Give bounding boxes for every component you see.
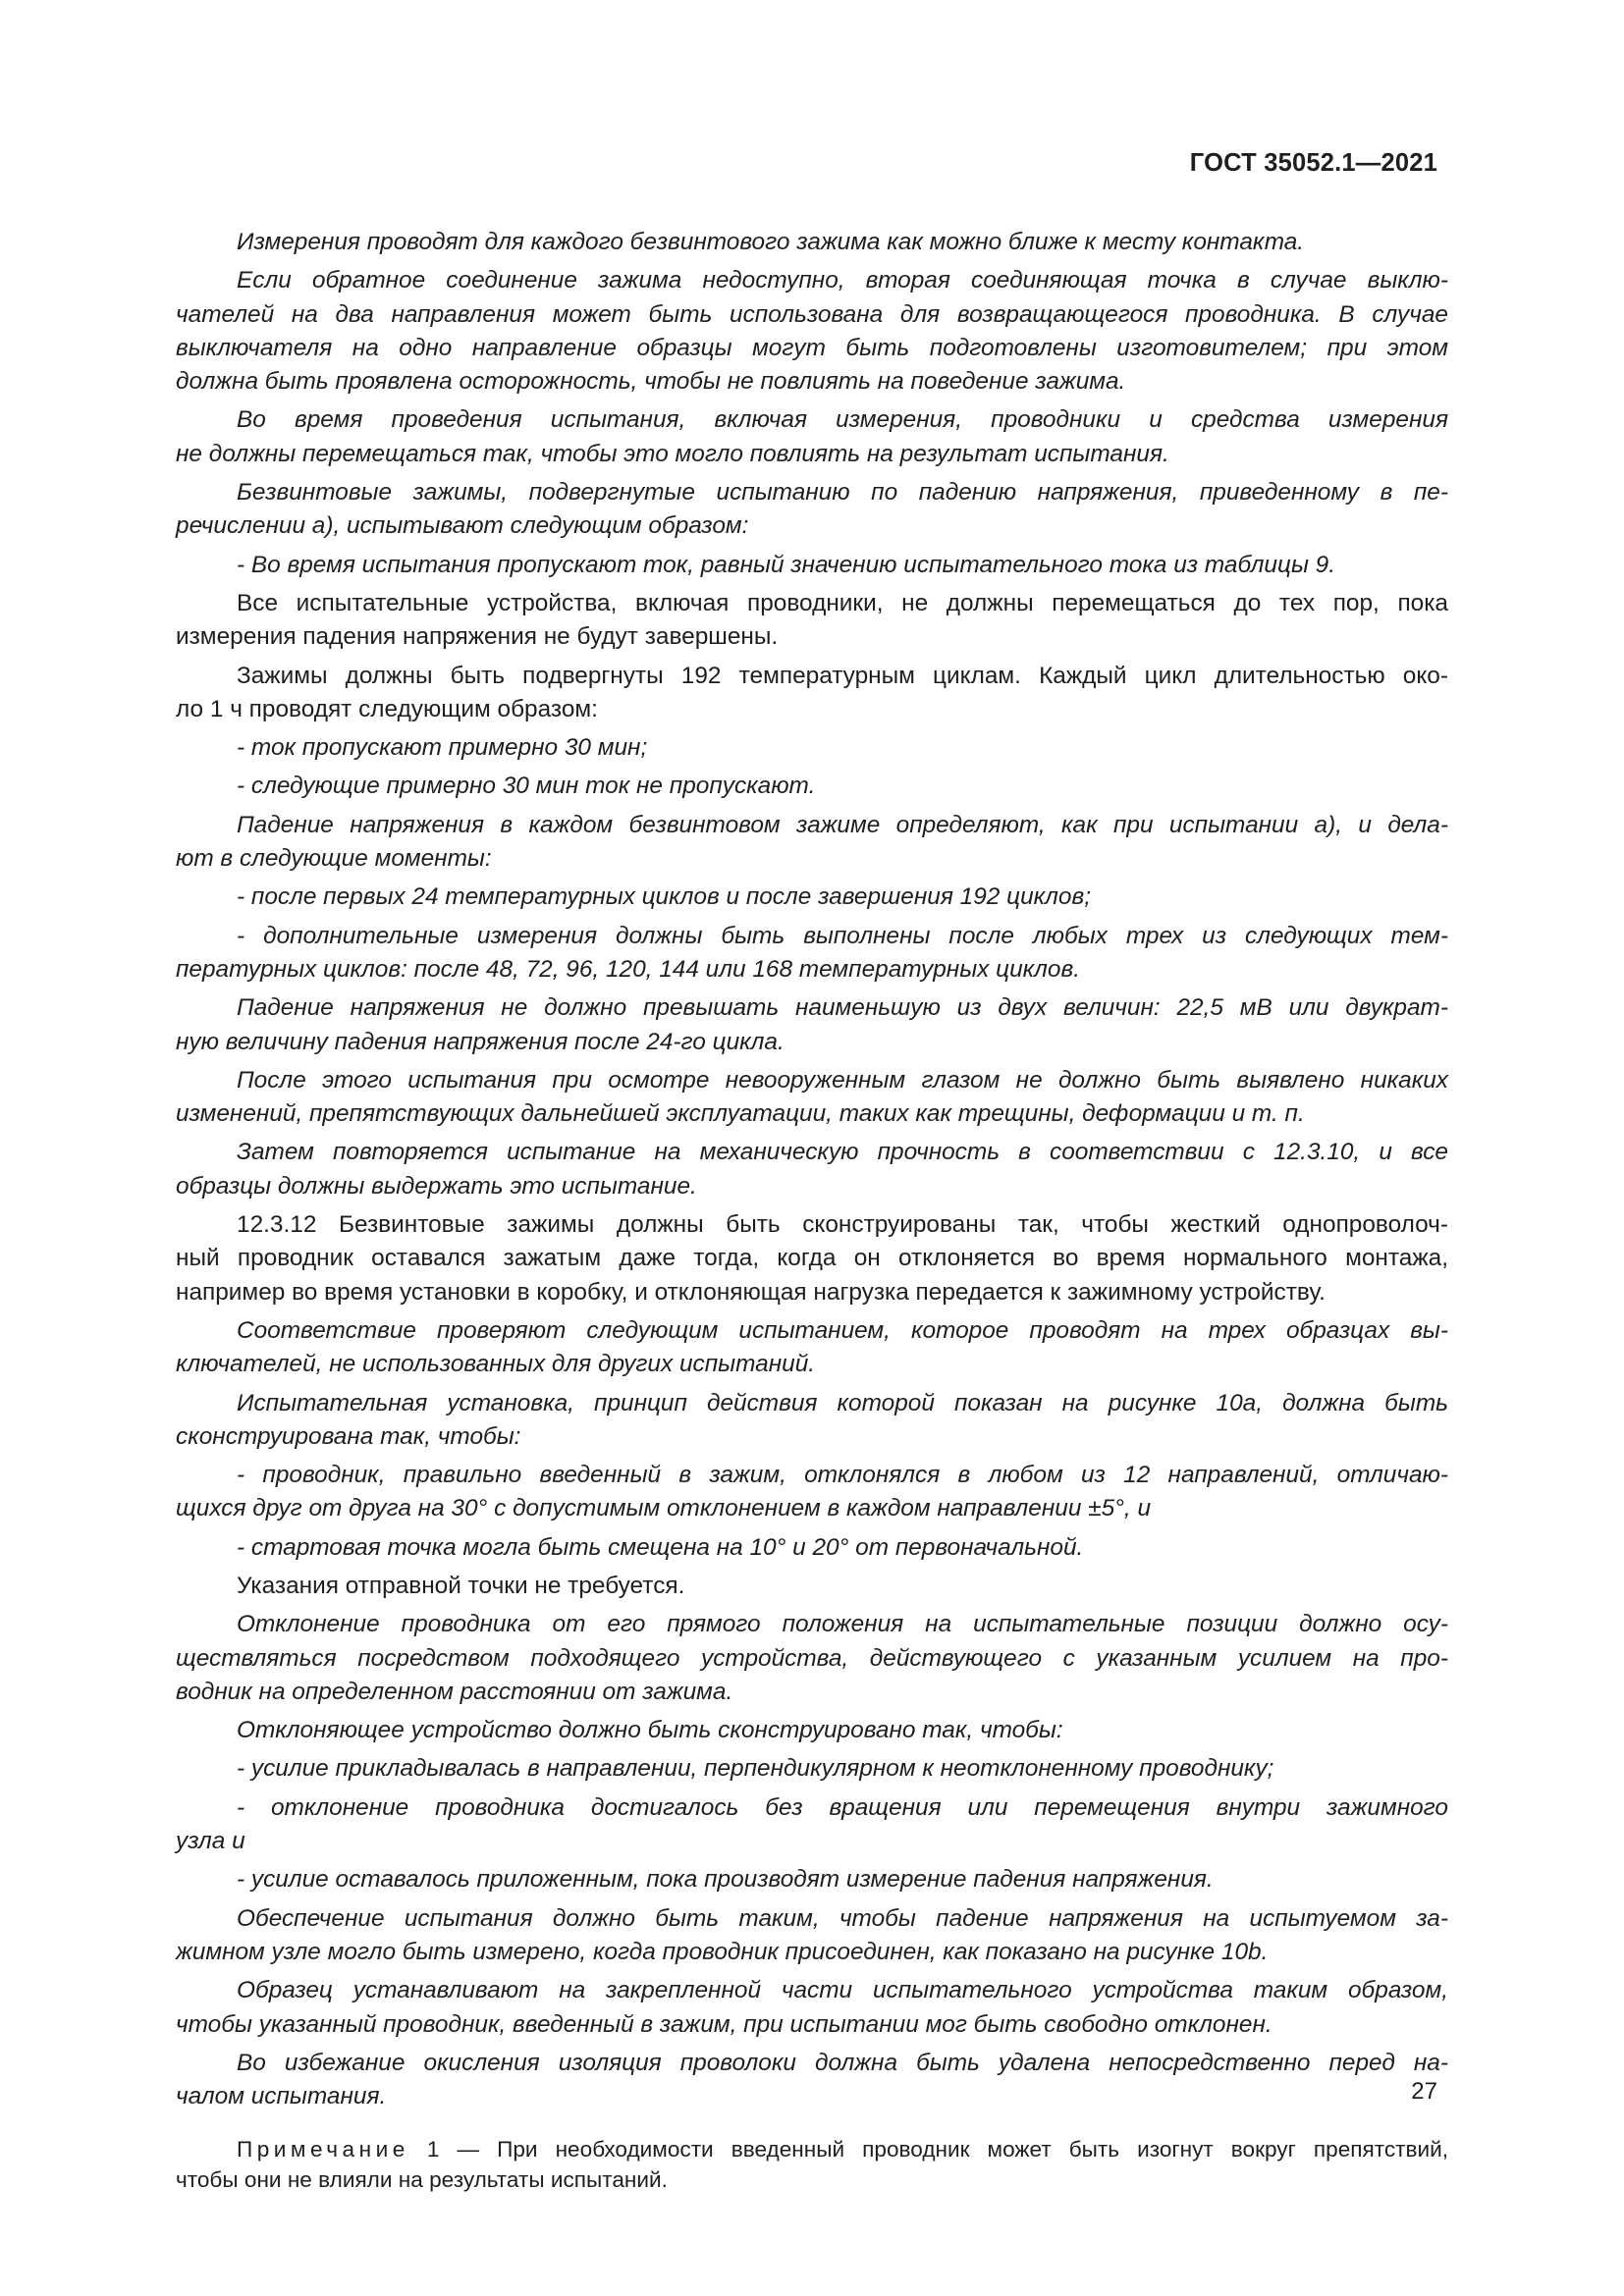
text-line: чателей на два направления может быть использована для возвращающегося проводника. В случае [176,300,1448,328]
note-line: чтобы они не влияли на результаты испытаний. [176,2167,668,2193]
text-line: Безвинтовые зажимы, подвергнутые испытанию по падению напряжения, приведенному в пе- [237,479,1448,507]
paragraph [176,264,1448,399]
text-line: - следующие примерно 30 мин ток не пропускают. [237,773,816,800]
text-line: щихся друг от друга на 30° с допустимым отклонением в каждом направлении ±5°, и [176,1495,1152,1522]
text-line: 12.3.12 Безвинтовые зажимы должны быть сконструированы так, чтобы жесткий однопроволоч- [237,1211,1448,1239]
text-line: Падение напряжения в каждом безвинтовом зажиме определяют, как при испытании а), и дела- [237,811,1448,838]
text-line: - усилие оставалось приложенным, пока производят измерение падения напряжения. [237,1866,1214,1894]
paragraph [176,1570,1448,1603]
text-line: Обеспечение испытания должно быть таким, чтобы падение напряжения на испытуемом за- [237,1904,1448,1932]
note-line [176,2134,1448,2164]
text-line: жимном узле могло быть измерено, когда проводник присоединен, как показано на рисунке 10b. [176,1938,1269,1965]
text-line: - дополнительные измерения должны быть выполнены после любых трех из следующих тем- [237,922,1448,949]
text-line: ло 1 ч проводят следующим образом: [176,695,598,722]
paragraph [176,1902,1448,1970]
text-line: Затем повторяется испытание на механическую прочность в соответствии с 12.3.10, и все [237,1139,1448,1166]
text-line: - ток пропускают примерно 30 мин; [237,734,648,762]
body-text [176,226,1448,2195]
paragraph [176,2047,1448,2114]
text-line: Все испытательные устройства, включая проводники, не должны перемещаться до тех пор, пока [237,589,1448,616]
note [176,2134,1448,2195]
text-line: чтобы указанный проводник, введенный в зажим, при испытании мог быть свободно отклонен. [176,2010,1272,2038]
text-line: чалом испытания. [176,2083,387,2110]
paragraph [176,1314,1448,1382]
paragraph [176,731,1448,765]
text-line: должна быть проявлена осторожность, чтобы не повлиять на поведение зажима. [176,368,1126,396]
text-line: образцы должны выдержать это испытание. [176,1172,697,1200]
paragraph [176,226,1448,259]
standard-designation: ГОСТ 35052.1—2021 [1189,149,1437,177]
text-line: Падение напряжения не должно превышать наименьшую из двух величин: 22,5 мВ или двукрат- [237,994,1448,1022]
text-line: - после первых 24 температурных циклов и после завершения 192 циклов; [237,883,1091,911]
paragraph [176,476,1448,544]
text-line: ную величину падения напряжения после 24-го цикла. [176,1028,785,1055]
text-line: водник на определенном расстоянии от зажима. [176,1678,733,1705]
page-number: 27 [1411,2078,1437,2105]
paragraph [176,1387,1448,1455]
text-line: ный проводник оставался зажатым даже тогда, когда он отклоняется во время нормального монтажа, [176,1245,1448,1272]
text-line: Во избежание окисления изоляция проволоки должна быть удалена непосредственно перед на- [237,2049,1448,2076]
paragraph [176,1608,1448,1709]
text-line: ществляться посредством подходящего устройства, действующего с указанным усилием на про- [176,1644,1448,1672]
paragraph [176,549,1448,582]
text-line: Образец устанавливают на закрепленной части испытательного устройства таким образом, [237,1977,1448,2004]
text-line: Отклоняющее устройство должно быть сконструировано так, чтобы: [237,1717,1063,1744]
text-line: Отклонение проводника от его прямого положения на испытательные позиции должно осу- [237,1611,1448,1638]
text-line: После этого испытания при осмотре невооруженным глазом не должно быть выявлено никаких [237,1066,1448,1094]
paragraph [176,1863,1448,1896]
paragraph [176,1752,1448,1786]
paragraph [176,1064,1448,1132]
paragraph [176,1714,1448,1747]
paragraph [176,587,1448,655]
paragraph [176,770,1448,803]
paragraph [176,1974,1448,2042]
paragraph [176,403,1448,471]
text-line: - Во время испытания пропускают ток, равный значению испытательного тока из таблицы 9. [237,551,1336,578]
paragraph [176,660,1448,727]
paragraph [176,1791,1448,1859]
text-line: ключателей, не использованных для других испытаний. [176,1351,816,1378]
text-line: пературных циклов: после 48, 72, 96, 120, 144 или 168 температурных циклов. [176,955,1080,983]
text-line: Соответствие проверяют следующим испытанием, которое проводят на трех образцах вы- [237,1316,1448,1344]
text-line: - отклонение проводника достигалось без вращения или перемещения внутри зажимного [237,1793,1448,1821]
note-text: 1 — При необходимости введенный проводник может быть изогнут вокруг препятствий, [408,2137,1448,2163]
paragraph [176,809,1448,877]
text-line: речислении а), испытывают следующим образом: [176,512,749,540]
text-line: измерения падения напряжения не будут завершены. [176,623,779,651]
paragraph [176,1136,1448,1203]
text-line: не должны перемещаться так, чтобы это могло повлиять на результат испытания. [176,440,1169,467]
text-line: Если обратное соединение зажима недоступно, вторая соединяющая точка в случае выклю- [237,267,1448,294]
paragraph [176,991,1448,1059]
paragraph [176,881,1448,914]
text-line: - стартовая точка могла быть смещена на 10° и 20° от первоначальной. [237,1533,1084,1561]
text-line: выключателя на одно направление образцы могут быть подготовлены изготовителем; при этом [176,334,1448,361]
text-line: Измерения проводят для каждого безвинтового зажима как можно ближе к месту контакта. [237,229,1305,255]
text-line: например во время установки в коробку, и отклоняющая нагрузка передается к зажимному устройству. [176,1278,1326,1306]
text-line: - проводник, правильно введенный в зажим, отклонялся в любом из 12 направлений, отличаю- [237,1462,1448,1489]
text-line: узла и [176,1828,245,1855]
text-line: Во время проведения испытания, включая измерения, проводники и средства измерения [237,406,1448,434]
text-line: ют в следующие моменты: [176,845,492,873]
paragraph [176,920,1448,988]
text-line: - усилие прикладывалась в направлении, перпендикулярном к неотклоненному проводнику; [237,1755,1274,1783]
text-line: сконструирована так, чтобы: [176,1422,521,1450]
text-line: Указания отправной точки не требуется. [237,1572,685,1599]
paragraph [176,1208,1448,1309]
text-line: Испытательная установка, принцип действия которой показан на рисунке 10а, должна быть [237,1389,1448,1416]
note-label: Примечание [237,2137,409,2163]
text-line: изменений, препятствующих дальнейшей эксплуатации, таких как трещины, деформации и т. п. [176,1100,1305,1128]
paragraph [176,1531,1448,1565]
paragraph [176,1459,1448,1526]
text-line: Зажимы должны быть подвергнуты 192 температурным циклам. Каждый цикл длительностью око- [237,662,1448,689]
